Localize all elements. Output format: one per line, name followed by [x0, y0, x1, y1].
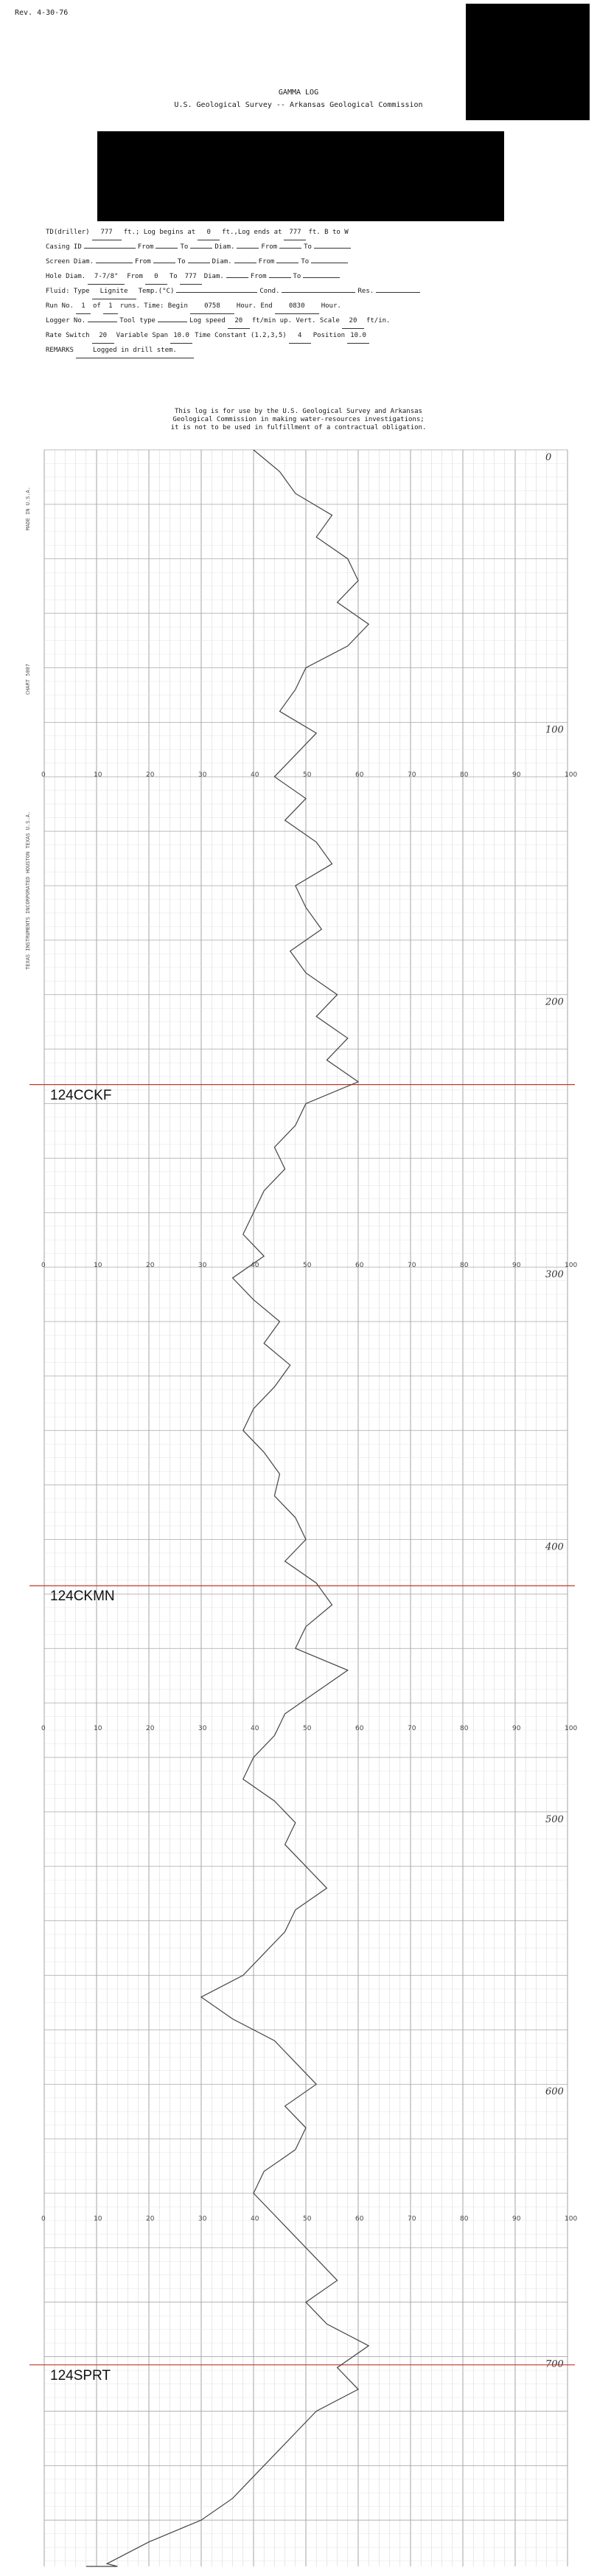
- scale-tick-label: 70: [408, 771, 416, 780]
- formation-marker-124ckmn: 124CKMN: [50, 1589, 115, 1605]
- variable-span-value: 10.0: [170, 328, 192, 344]
- scale-tick-label: 10: [94, 771, 102, 780]
- hole-diam-value: 7-7/8": [88, 269, 125, 285]
- rate-switch-value: 20: [92, 328, 114, 344]
- scale-tick-label: 10: [94, 1725, 102, 1733]
- scale-tick-label: 20: [146, 1262, 155, 1270]
- scale-tick-label: 70: [408, 1262, 416, 1270]
- depth-label: 100: [545, 724, 564, 736]
- fluid-type-value: Lignite: [92, 284, 136, 299]
- vert-scale-value: 20: [342, 313, 364, 329]
- scale-tick-label: 30: [198, 2215, 207, 2223]
- scale-tick-label: 10: [94, 1262, 102, 1270]
- depth-label: 200: [545, 996, 564, 1008]
- depth-label: 600: [545, 2086, 564, 2098]
- formation-marker-lines: [29, 1085, 578, 2365]
- scale-tick-label: 100: [565, 1725, 578, 1733]
- scale-tick-label: 70: [408, 1725, 416, 1733]
- gamma-trace: [86, 450, 369, 2566]
- remarks-value: Logged in drill stem.: [76, 343, 194, 358]
- gamma-log-chart: [0, 442, 597, 2576]
- scale-tick-label: 50: [303, 771, 312, 780]
- form-row-fluid: Fluid: Type Lignite Temp.(°C) Cond. Res.: [46, 284, 503, 299]
- log-title: GAMMA LOG: [278, 88, 319, 97]
- scale-tick-label: 100: [565, 2215, 578, 2223]
- side-label-chart: CHART 5007: [25, 664, 31, 695]
- form-row-screen: Screen Diam. From To Diam. From To: [46, 254, 503, 269]
- scale-tick-label: 40: [251, 1725, 259, 1733]
- depth-label: 500: [545, 1813, 564, 1825]
- depth-label: 0: [545, 452, 552, 463]
- log-begins-value: 0: [198, 225, 220, 240]
- scale-tick-label: 40: [251, 771, 259, 780]
- run-total-value: 1: [103, 299, 118, 314]
- scale-tick-label: 20: [146, 1725, 155, 1733]
- scale-tick-label: 100: [565, 1262, 578, 1270]
- formation-marker-124cckf: 124CCKF: [50, 1087, 112, 1103]
- time-end-value: 0830: [275, 299, 319, 314]
- header-form: [46, 225, 503, 358]
- position-value: 10.0: [347, 328, 369, 344]
- scale-tick-label: 70: [408, 2215, 416, 2223]
- scale-tick-label: 80: [460, 1725, 469, 1733]
- scale-tick-label: 20: [146, 2215, 155, 2223]
- log-speed-value: 20: [228, 313, 250, 329]
- scale-tick-label: 50: [303, 1725, 312, 1733]
- scale-tick-label: 90: [512, 1725, 521, 1733]
- formation-marker-124sprt: 124SPRT: [50, 2367, 111, 2384]
- form-row-rate: Rate Switch 20 Variable Span 10.0 Time Constant (1.2,3,5) 4 Position 10.0: [46, 328, 503, 343]
- hole-from-value: 0: [145, 269, 167, 285]
- scale-tick-label: 10: [94, 2215, 102, 2223]
- form-row-casing: Casing ID From To Diam. From To: [46, 240, 503, 254]
- run-no-value: 1: [76, 299, 91, 314]
- side-label-maker: TEXAS INSTRUMENTS INCORPORATED HOUSTON TEXAS U.S.A.: [25, 811, 31, 970]
- scale-tick-label: 0: [41, 771, 46, 780]
- scale-tick-label: 80: [460, 2215, 469, 2223]
- scale-tick-label: 50: [303, 1262, 312, 1270]
- scale-tick-label: 90: [512, 771, 521, 780]
- hole-to-value: 777: [180, 269, 202, 285]
- log-ends-value: 777: [284, 225, 306, 240]
- form-row-run: Run No. 1 of 1 runs. Time: Begin 0758 Hour. End 0830 Hour.: [46, 299, 503, 313]
- depth-label: 300: [545, 1269, 564, 1281]
- scale-tick-label: 80: [460, 771, 469, 780]
- form-row-td: TD(driller) 777 ft.; Log begins at 0 ft.,Log ends at 777 ft. B to W: [46, 225, 503, 240]
- agency-line: U.S. Geological Survey -- Arkansas Geological Commission: [174, 101, 423, 109]
- revision-label: Rev. 4-30-76: [15, 9, 69, 17]
- scale-tick-label: 30: [198, 1725, 207, 1733]
- scale-tick-label: 0: [41, 1262, 46, 1270]
- form-row-logger: Logger No. Tool type Log speed 20 ft/min up. Vert. Scale 20 ft/in.: [46, 313, 503, 328]
- scale-tick-label: 30: [198, 771, 207, 780]
- scale-tick-label: 60: [355, 1262, 364, 1270]
- usage-notice: This log is for use by the U.S. Geological Survey and Arkansas Geological Commission in making water-resources investigations; it is not to be used in fulfillment of a contractual obligation.: [170, 408, 427, 431]
- depth-label: 400: [545, 1541, 564, 1553]
- scale-tick-label: 50: [303, 2215, 312, 2223]
- scale-tick-label: 60: [355, 2215, 364, 2223]
- side-label-made: MADE IN U.S.A.: [25, 487, 31, 531]
- depth-label: 700: [545, 2358, 564, 2370]
- scale-tick-label: 90: [512, 1262, 521, 1270]
- scale-tick-label: 90: [512, 2215, 521, 2223]
- scale-tick-label: 60: [355, 771, 364, 780]
- scale-tick-label: 80: [460, 1262, 469, 1270]
- scale-tick-label: 40: [251, 2215, 259, 2223]
- scale-tick-labels: [41, 771, 577, 2223]
- scale-tick-label: 0: [41, 1725, 46, 1733]
- scale-tick-label: 20: [146, 771, 155, 780]
- time-begin-value: 0758: [190, 299, 234, 314]
- time-constant-value: 4: [289, 328, 311, 344]
- scale-tick-label: 0: [41, 2215, 46, 2223]
- form-row-remarks: REMARKS Logged in drill stem.: [46, 343, 503, 358]
- form-row-hole: Hole Diam. 7-7/8" From 0 To 777 Diam. From To: [46, 269, 503, 284]
- scale-tick-label: 60: [355, 1725, 364, 1733]
- scale-tick-label: 30: [198, 1262, 207, 1270]
- redaction-block-header: [97, 131, 504, 221]
- td-driller-value: 777: [92, 225, 122, 240]
- chart-grid: [44, 450, 568, 2566]
- scale-tick-label: 100: [565, 771, 578, 780]
- scale-tick-label: 40: [251, 1262, 259, 1270]
- depth-labels: [545, 452, 564, 2370]
